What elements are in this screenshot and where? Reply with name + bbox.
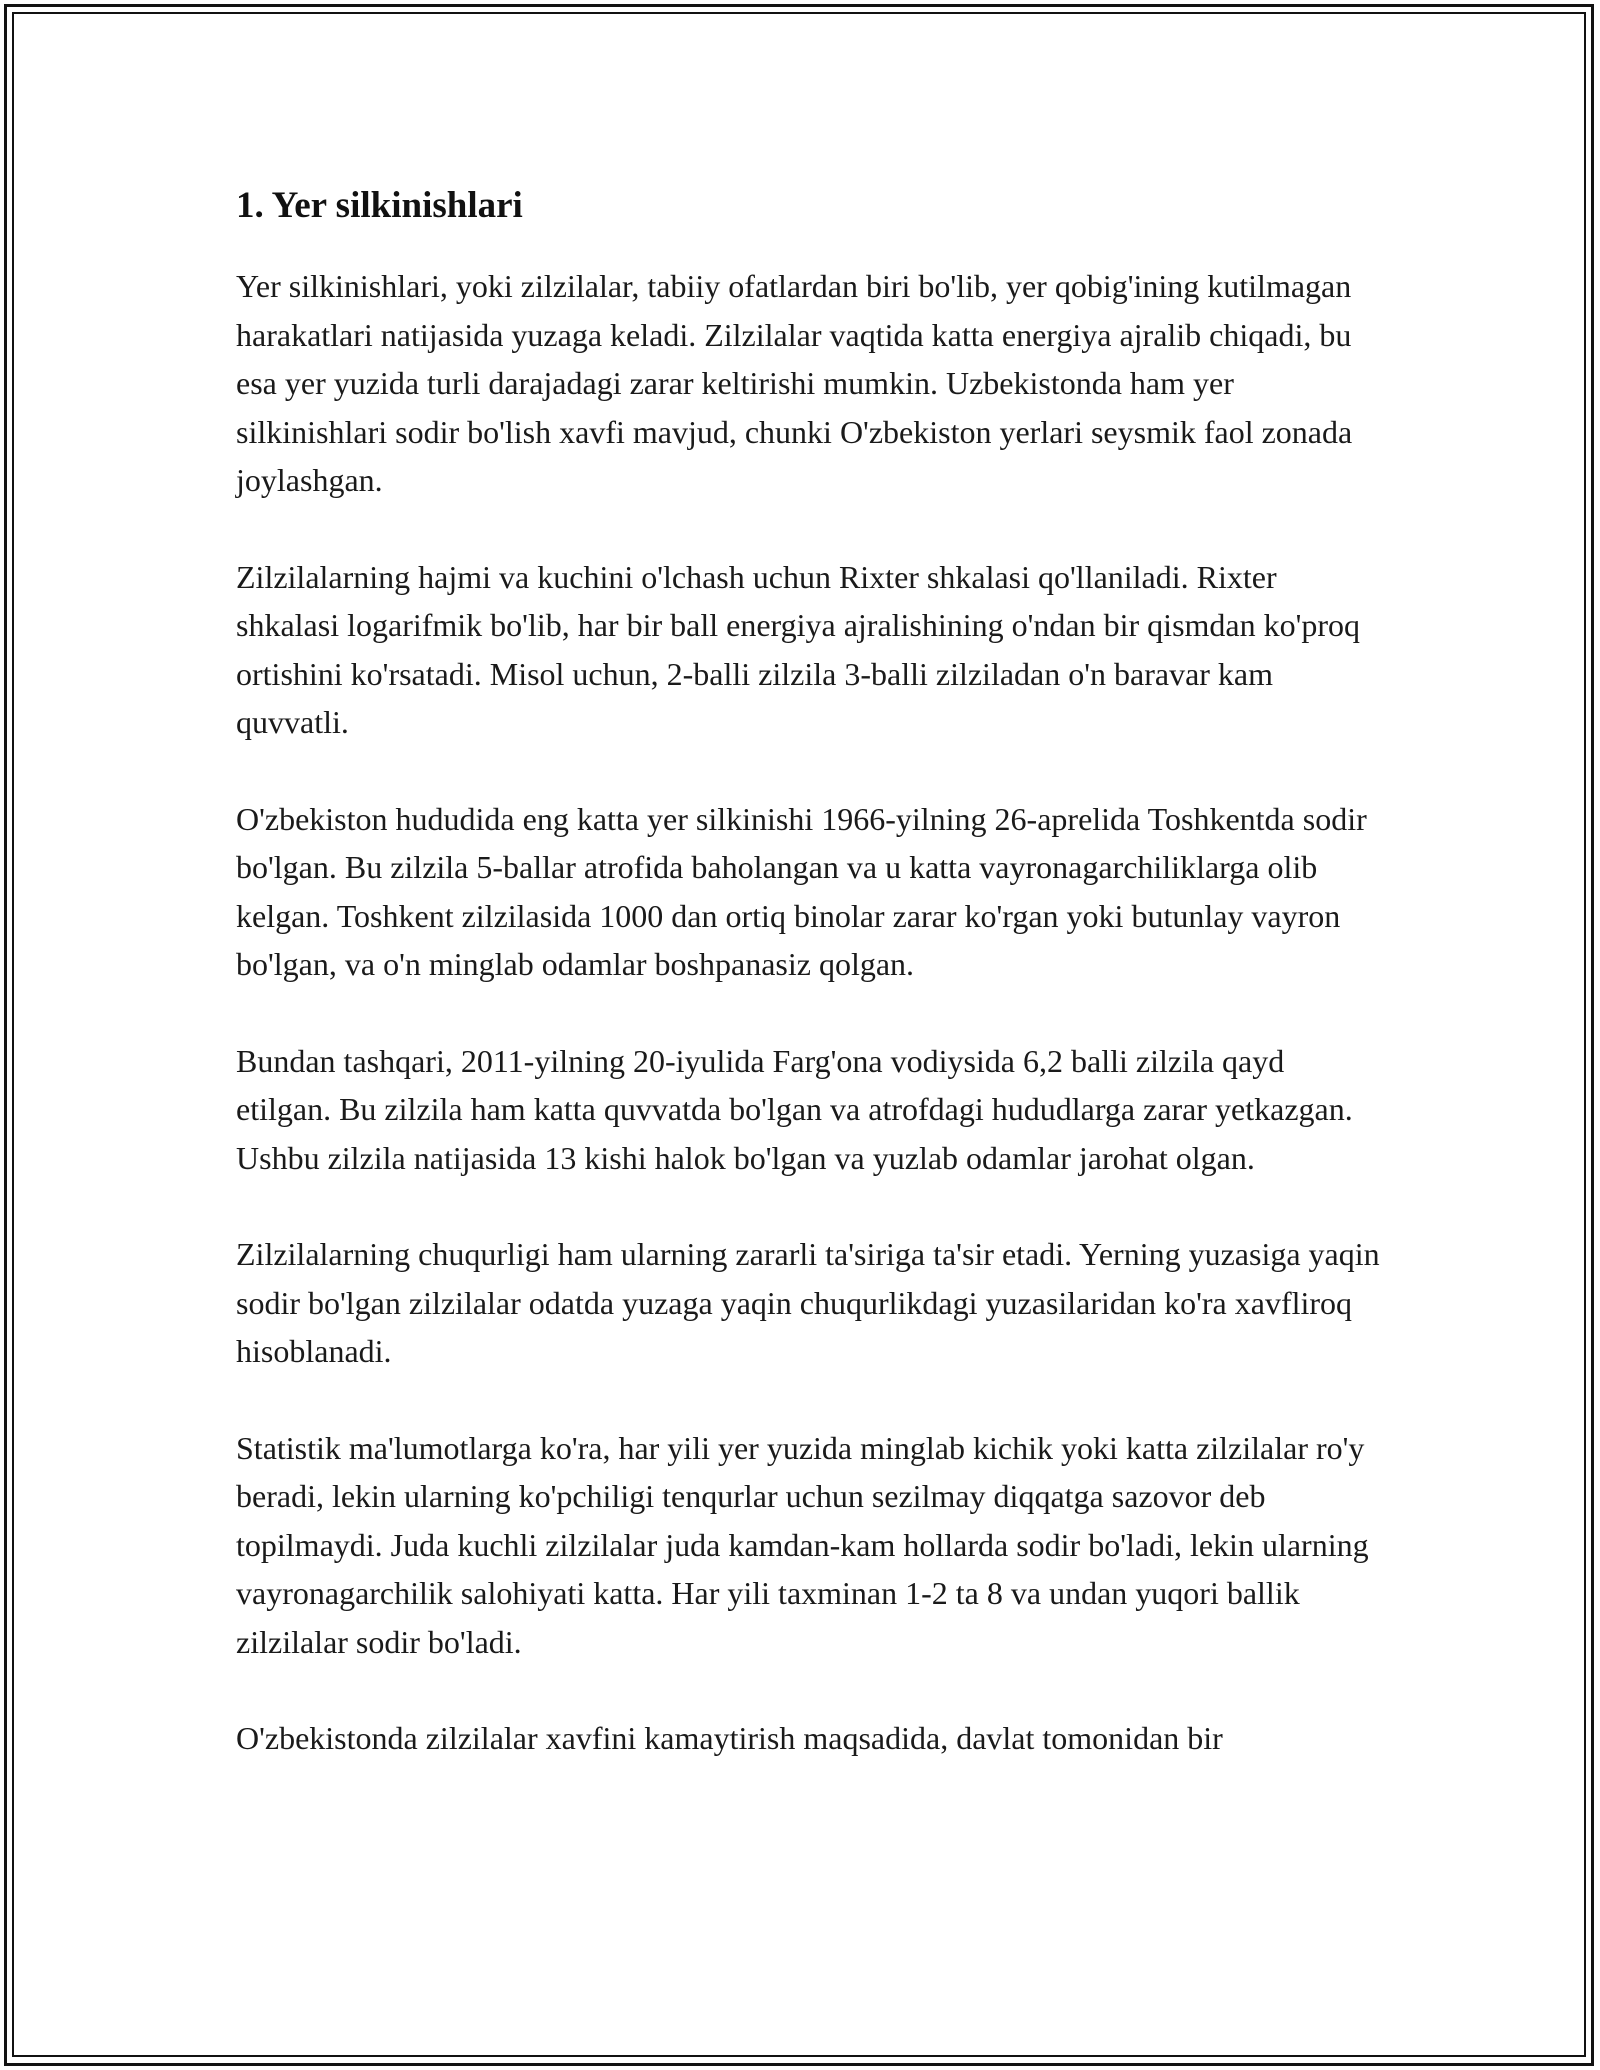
paragraph-fergana-2011: Bundan tashqari, 2011-yilning 20-iyulida Farg'ona vodiysida 6,2 balli zilzila qayd etilgan. Bu zilzila ham katta quvvatda bo'lgan va atrofdagi hududlarga zarar yetkazgan. Ushbu zilzila natijasida 13 kishi halok bo'lgan va yuzlab odamlar jarohat olgan.: [236, 1042, 1353, 1176]
paragraph-mitigation: O'zbekistonda zilzilalar xavfini kamaytirish maqsadida, davlat tomonidan bir: [236, 1720, 1223, 1756]
section-title: 1. Yer silkinishlari: [236, 185, 523, 226]
paragraph-intro: Yer silkinishlari, yoki zilzilalar, tabiiy ofatlardan biri bo'lib, yer qobig'ining kutilmagan harakatlari natijasida yuzaga keladi. Zilzilalar vaqtida katta energiya ajralib chiqadi, bu esa yer yuzida turli darajadagi zarar keltirishi mumkin. Uzbekistonda ham yer silkinishlari sodir bo'lish xavfi mavjud, chunki O'zbekiston yerlari seysmik faol zonada joylashgan.: [236, 268, 1353, 498]
paragraph-depth: Zilzilalarning chuqurligi ham ularning zararli ta'siriga ta'sir etadi. Yerning yuzasiga yaqin sodir bo'lgan zilzilalar odatda yuzaga yaqin chuqurlikdagi yuzasilaridan ko'ra xavfliroq hisoblanadi.: [236, 1236, 1380, 1369]
paragraph-tashkent-1966: O'zbekiston hududida eng katta yer silkinishi 1966-yilning 26-aprelida Toshkentda sodir bo'lgan. Bu zilzila 5-ballar atrofida baholangan va u katta vayronagarchiliklarga olib kelgan. Toshkent zilzilasida 1000 dan ortiq binolar zarar ko'rgan yoki butunlay vayron bo'lgan, va o'n minglab odamlar boshpanasiz qolgan.: [236, 800, 1367, 982]
document-body: [236, 184, 1386, 1811]
paragraph-statistics: Statistik ma'lumotlarga ko'ra, har yili yer yuzida minglab kichik yoki katta zilzilalar ro'y beradi, lekin ularning ko'pchiligi tenqurlar uchun sezilmay diqqatga sazovor deb topilmaydi. Juda kuchli zilzilalar juda kamdan-kam hollarda sodir bo'ladi, lekin ularning vayronagarchilik salohiyati katta. Har yili taxminan 1-2 ta 8 va undan yuqori ballik zilzilalar sodir bo'ladi.: [236, 1429, 1369, 1660]
paragraph-richter-scale: Zilzilalarning hajmi va kuchini o'lchash uchun Rixter shkalasi qo'llaniladi. Rixter shkalasi logarifmik bo'lib, har bir ball energiya ajralishining o'ndan bir qismdan ko'proq ortishini ko'rsatadi. Misol uchun, 2-balli zilzila 3-balli zilziladan o'n baravar kam quvvatli.: [236, 558, 1361, 740]
